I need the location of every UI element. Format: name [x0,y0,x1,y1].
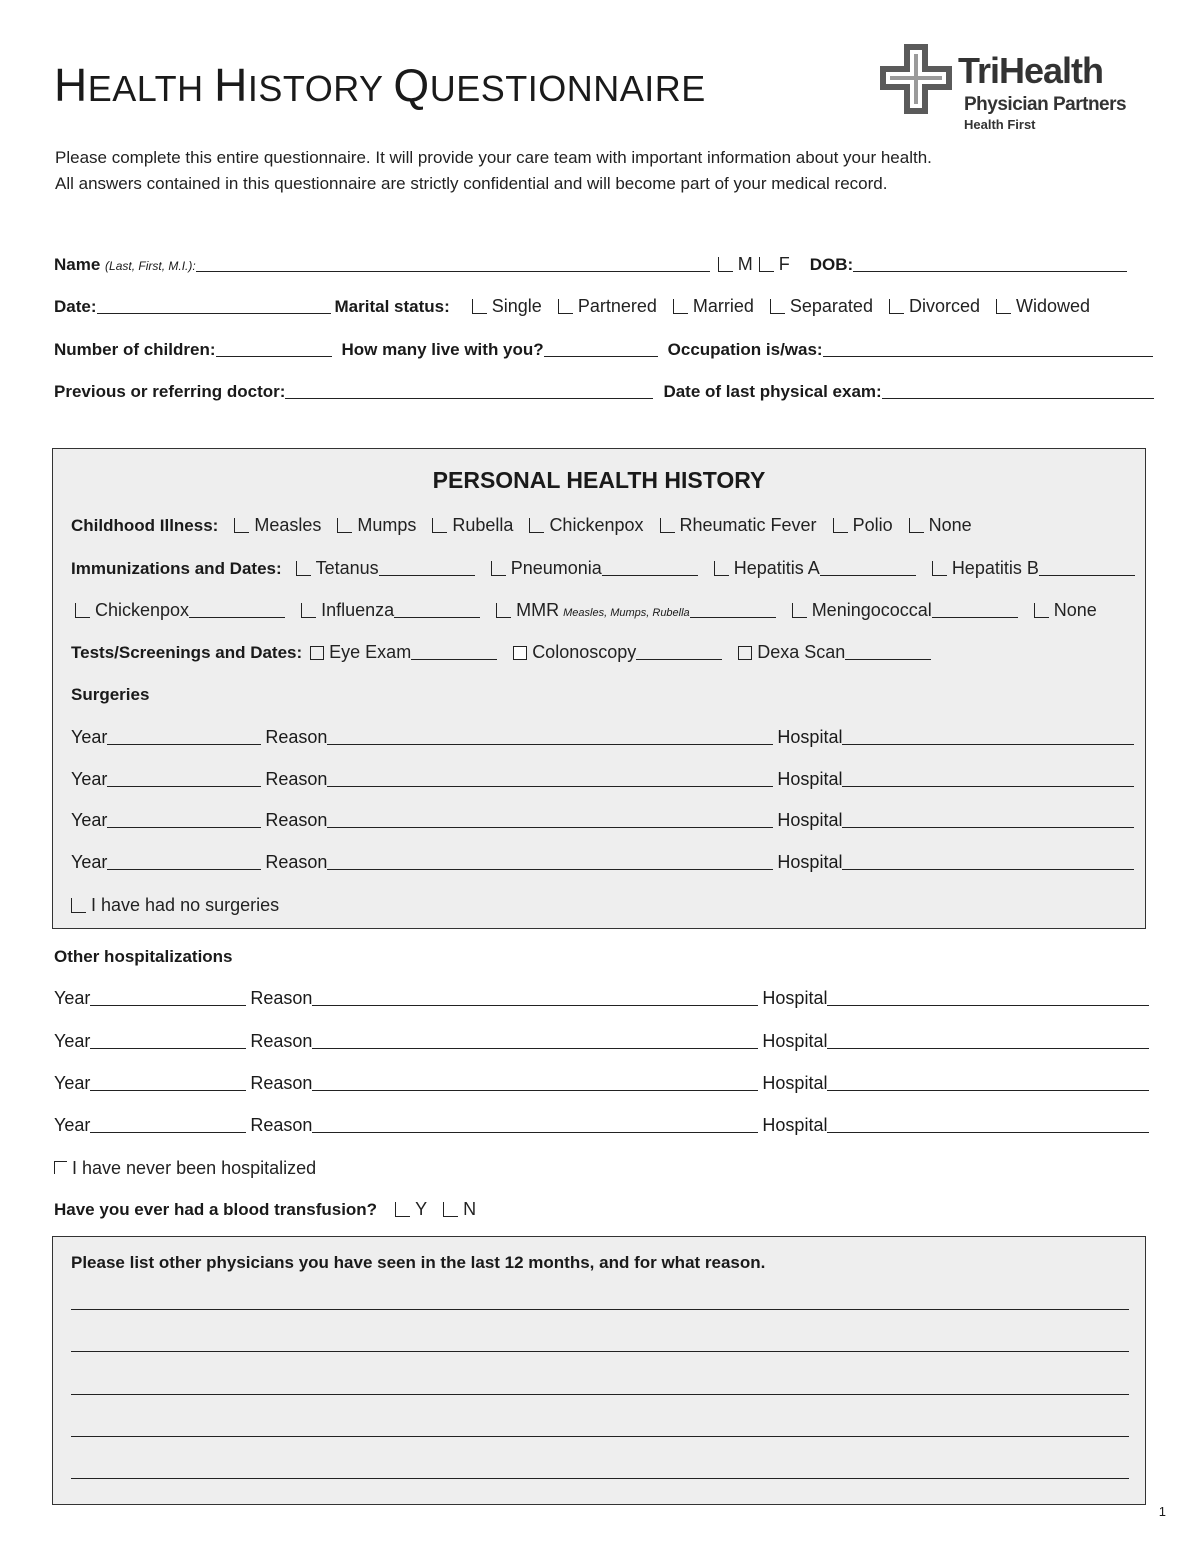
date-label: Date: [54,297,97,316]
surgery-reason-field[interactable] [327,851,773,870]
marital-separated-checkbox[interactable] [770,299,785,314]
marital-single-checkbox[interactable] [472,299,487,314]
eye-exam-checkbox[interactable] [310,646,324,660]
no-surgeries-option[interactable]: I have had no surgeries [71,895,279,916]
childhood-none[interactable]: None [909,515,972,536]
trihealth-logo [880,44,1155,138]
marital-married-checkbox[interactable] [673,299,688,314]
childhood-polio[interactable]: Polio [833,515,893,536]
marital-partnered[interactable]: Partnered [558,296,657,317]
meningococcal-date-field[interactable] [932,599,1018,618]
date-marital-row [54,293,1106,317]
physician-line-field[interactable] [71,1351,1129,1352]
test-eye-exam[interactable]: Eye Exam [310,641,497,663]
surgery-reason-field[interactable] [327,768,773,787]
transfusion-yes[interactable]: Y [395,1199,427,1220]
page-number: 1 [1158,1504,1166,1519]
live-with-label: How many live with you? [341,340,544,359]
marital-married[interactable]: Married [673,296,754,317]
imm-chickenpox-date-field[interactable] [189,599,285,618]
childhood-illness-label: Childhood Illness: [71,516,219,535]
logo-line-3: Health First [964,117,1036,132]
dob-field[interactable] [853,253,1127,272]
colonoscopy-date-field[interactable] [636,641,722,660]
mmr-date-field[interactable] [690,599,776,618]
childhood-rheumatic-fever[interactable]: Rheumatic Fever [660,515,817,536]
tests-label: Tests/Screenings and Dates: [71,643,303,662]
imm-pneumonia[interactable]: Pneumonia [491,557,698,579]
name-row [54,251,1127,275]
never-hospitalized-option[interactable]: I have never been hospitalized [54,1158,316,1179]
children-field[interactable] [216,338,332,357]
imm-meningococcal[interactable]: Meningococcal [792,599,1018,621]
surgery-hospital-field[interactable] [842,768,1134,787]
surgery-hospital-field[interactable] [842,851,1134,870]
doctor-row [54,378,1154,402]
imm-influenza[interactable]: Influenza [301,599,480,621]
surgery-row: Year Reason Hospital [71,807,1134,831]
childhood-chickenpox[interactable]: Chickenpox [529,515,643,536]
hepatitis-a-checkbox[interactable] [714,561,729,576]
imm-mmr[interactable]: MMR Measles, Mumps, Rubella [496,599,776,621]
marital-label: Marital status: [334,297,450,316]
marital-widowed[interactable]: Widowed [996,296,1090,317]
transfusion-label: Have you ever had a blood transfusion? [54,1200,378,1219]
personal-health-history-panel [52,448,1146,929]
name-label: Name (Last, First, M.I.): [54,255,196,274]
trihealth-cross-icon [880,44,952,114]
page-title [54,58,706,112]
hospitalization-row: Year Reason Hospital [54,1112,1149,1136]
rheumatic-fever-checkbox[interactable] [660,518,675,533]
never-hospitalized-row [54,1155,332,1179]
sex-f-checkbox[interactable] [759,257,774,272]
chickenpox-checkbox[interactable] [529,518,544,533]
occupation-label: Occupation is/was: [667,340,823,359]
transfusion-yes-checkbox[interactable] [395,1202,410,1217]
eye-exam-date-field[interactable] [411,641,497,660]
transfusion-no-checkbox[interactable] [443,1202,458,1217]
hosp-hospital-field[interactable] [827,1114,1149,1133]
marital-partnered-checkbox[interactable] [558,299,573,314]
no-surgeries-row [71,892,295,916]
surgery-year-field[interactable] [107,768,261,787]
name-field[interactable] [196,253,710,272]
transfusion-no[interactable]: N [443,1199,476,1220]
hospitalization-row: Year Reason Hospital [54,1028,1149,1052]
physical-exam-field[interactable] [882,380,1154,399]
childhood-measles[interactable]: Measles [234,515,321,536]
imm-hepatitis-b[interactable]: Hepatitis B [932,557,1135,579]
test-dexa-scan[interactable]: Dexa Scan [738,641,931,663]
marital-separated[interactable]: Separated [770,296,873,317]
hosp-year-field[interactable] [90,1114,246,1133]
hosp-hospital-field[interactable] [827,1072,1149,1091]
imm-chickenpox[interactable]: Chickenpox [75,599,285,621]
hosp-year-field[interactable] [90,987,246,1006]
date-field[interactable] [97,295,331,314]
intro-line-1: Please complete this entire questionnaire. It will provide your care team with important information about your health. [55,148,932,167]
imm-none-checkbox[interactable] [1034,603,1049,618]
surgeries-heading-row [71,681,149,705]
childhood-illness-row [71,512,988,536]
personal-health-history-title: PERSONAL HEALTH HISTORY [432,467,766,493]
title-word-1: HEALTH [54,59,215,111]
sex-m-checkbox[interactable] [718,257,733,272]
surgery-row: Year Reason Hospital [71,724,1134,748]
influenza-checkbox[interactable] [301,603,316,618]
hospitalization-row: Year Reason Hospital [54,1070,1149,1094]
live-with-field[interactable] [544,338,658,357]
children-label: Number of children: [54,340,216,359]
influenza-date-field[interactable] [394,599,480,618]
surgery-hospital-field[interactable] [842,809,1134,828]
surgery-year-field[interactable] [107,851,261,870]
marital-divorced[interactable]: Divorced [889,296,980,317]
tetanus-checkbox[interactable] [296,561,311,576]
physician-line-field[interactable] [71,1309,1129,1310]
hosp-reason-field[interactable] [312,987,758,1006]
mumps-checkbox[interactable] [337,518,352,533]
imm-none[interactable]: None [1034,600,1097,621]
sex-m-option[interactable]: M [718,254,753,275]
title-word-2: HISTORY [214,59,394,111]
surgery-row: Year Reason Hospital [71,766,1134,790]
pneumonia-checkbox[interactable] [491,561,506,576]
dob-label: DOB: [809,255,854,274]
logo-line-2: Physician Partners [964,94,1127,115]
immunizations-row-2 [75,597,1113,621]
doctor-label: Previous or referring doctor: [54,382,286,401]
doctor-field[interactable] [285,380,653,399]
other-physicians-prompt: Please list other physicians you have seen in the last 12 months, and for what reason. [71,1253,766,1272]
mmr-checkbox[interactable] [496,603,511,618]
marital-divorced-checkbox[interactable] [889,299,904,314]
other-physicians-prompt-row [71,1249,765,1273]
childhood-mumps[interactable]: Mumps [337,515,416,536]
surgery-row: Year Reason Hospital [71,849,1134,873]
marital-widowed-checkbox[interactable] [996,299,1011,314]
imm-hepatitis-a[interactable]: Hepatitis A [714,557,916,579]
imm-tetanus[interactable]: Tetanus [296,557,475,579]
hosp-hospital-field[interactable] [827,987,1149,1006]
physician-line-field[interactable] [71,1478,1129,1479]
hepatitis-a-date-field[interactable] [820,557,916,576]
hosp-year-field[interactable] [90,1072,246,1091]
surgery-year-field[interactable] [107,726,261,745]
surgeries-label: Surgeries [71,685,150,704]
dexa-scan-checkbox[interactable] [738,646,752,660]
physician-line-field[interactable] [71,1436,1129,1437]
colonoscopy-checkbox[interactable] [513,646,527,660]
hospitalization-row: Year Reason Hospital [54,985,1149,1009]
logo-line-1: TriHealth [958,50,1104,91]
measles-checkbox[interactable] [234,518,249,533]
other-physicians-panel [52,1236,1146,1505]
title-word-3: QUESTIONNAIRE [393,59,706,111]
hosp-reason-field[interactable] [312,1030,758,1049]
no-surgeries-checkbox[interactable] [71,898,86,913]
meningococcal-checkbox[interactable] [792,603,807,618]
imm-chickenpox-checkbox[interactable] [75,603,90,618]
physical-exam-label: Date of last physical exam: [663,382,882,401]
hepatitis-b-date-field[interactable] [1039,557,1135,576]
never-hospitalized-checkbox[interactable] [54,1161,67,1174]
test-colonoscopy[interactable]: Colonoscopy [513,641,722,663]
pneumonia-date-field[interactable] [602,557,698,576]
tests-row [71,639,947,663]
children-row [54,336,1153,360]
mmr-note: Measles, Mumps, Rubella [563,607,690,619]
surgery-hospital-field[interactable] [842,726,1134,745]
polio-checkbox[interactable] [833,518,848,533]
occupation-field[interactable] [823,338,1153,357]
hosp-hospital-field[interactable] [827,1030,1149,1049]
childhood-rubella[interactable]: Rubella [432,515,513,536]
rubella-checkbox[interactable] [432,518,447,533]
surgery-reason-field[interactable] [327,726,773,745]
transfusion-row [54,1196,492,1220]
marital-single[interactable]: Single [472,296,542,317]
surgery-year-field[interactable] [107,809,261,828]
sex-f-option[interactable]: F [759,254,790,275]
hosp-year-field[interactable] [90,1030,246,1049]
intro-line-2: All answers contained in this questionnaire are strictly confidential and will become part of your medical record. [55,174,888,193]
other-hospitalizations-heading: Other hospitalizations [54,947,233,966]
hosp-reason-field[interactable] [312,1072,758,1091]
dexa-scan-date-field[interactable] [845,641,931,660]
surgery-reason-field[interactable] [327,809,773,828]
hepatitis-b-checkbox[interactable] [932,561,947,576]
immunizations-row-1 [71,555,1151,579]
tetanus-date-field[interactable] [379,557,475,576]
childhood-none-checkbox[interactable] [909,518,924,533]
physician-line-field[interactable] [71,1394,1129,1395]
immunizations-label: Immunizations and Dates: [71,559,282,578]
hosp-reason-field[interactable] [312,1114,758,1133]
